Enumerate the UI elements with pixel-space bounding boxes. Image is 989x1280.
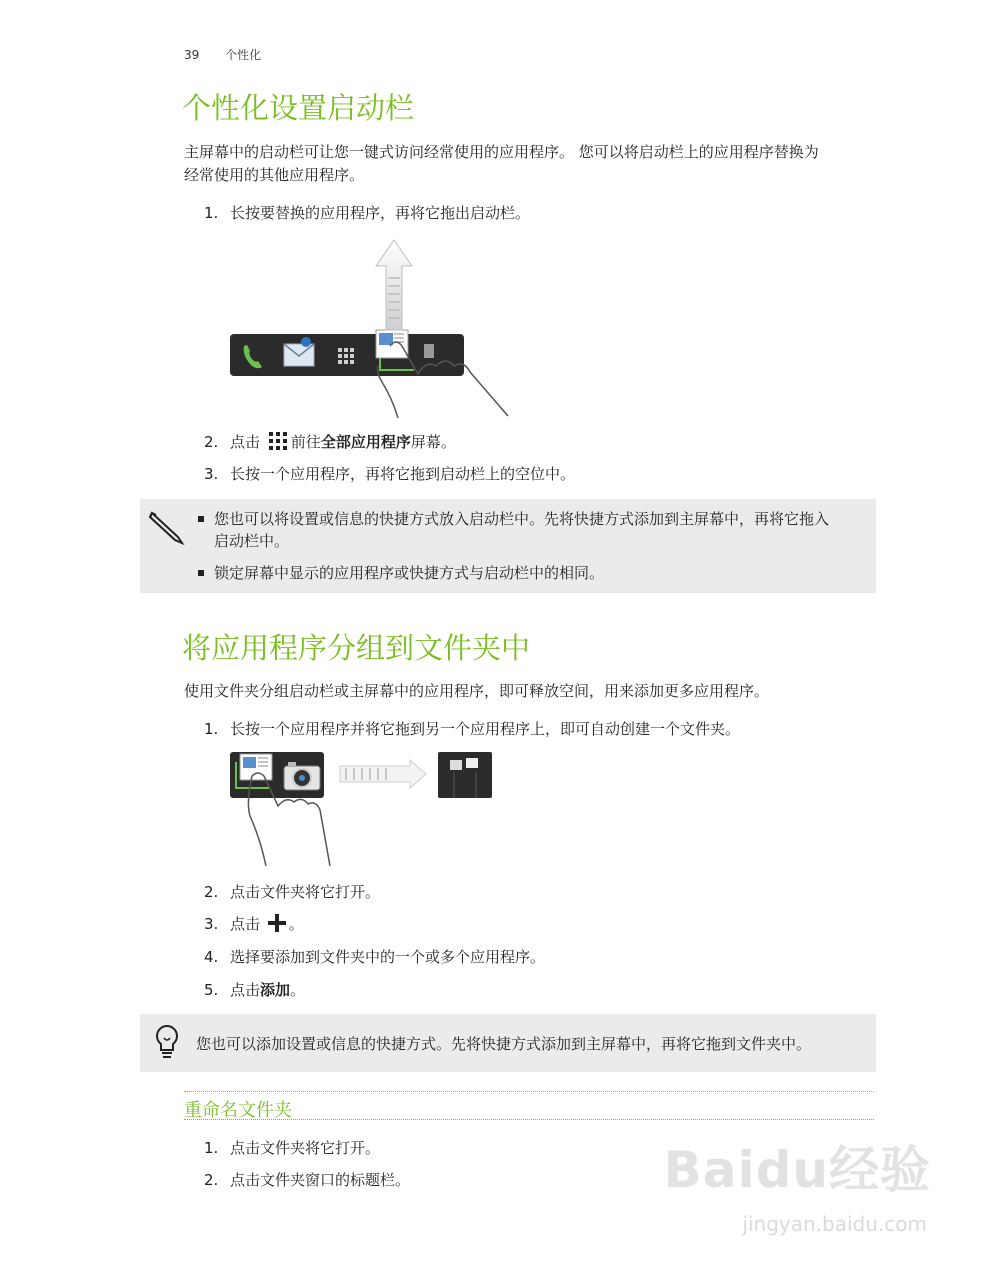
step-number: 3.: [204, 915, 219, 933]
section1-intro: [184, 141, 884, 187]
step-item: [204, 881, 380, 902]
step-item: [204, 463, 575, 484]
note-box: [140, 499, 876, 593]
step-text: 点击: [230, 981, 261, 999]
ui-term-add: 添加: [260, 981, 291, 999]
step-item: [204, 979, 305, 1000]
step-item: [204, 1137, 380, 1158]
camera-icon: [284, 762, 320, 790]
step-number: 2.: [204, 883, 219, 901]
step-text: 。: [290, 981, 306, 999]
step-text: 。: [288, 915, 304, 933]
step-number: 2.: [204, 1171, 219, 1189]
intro-line-1: 主屏幕中的启动栏可让您一键式访问经常使用的应用程序。 您可以将启动栏上的应用程序替换为: [184, 143, 819, 161]
step-text: 点击: [230, 915, 261, 933]
transition-arrow: [340, 760, 426, 788]
note-bullet: [198, 562, 868, 584]
step-item: [204, 431, 456, 452]
lightbulb-tip-icon: [154, 1024, 180, 1060]
section-title-folders: 将应用程序分组到文件夹中: [182, 631, 531, 665]
folder-result: [438, 752, 492, 798]
step-number: 3.: [204, 465, 219, 483]
drag-up-arrow: [376, 240, 412, 330]
all-apps-grid-icon: [269, 432, 287, 450]
step-item: [204, 946, 545, 967]
gallery-icon: [240, 754, 272, 780]
step-number: 4.: [204, 948, 219, 966]
create-folder-illustration: [228, 748, 498, 866]
step-item: [204, 202, 530, 223]
trash-icon: [424, 344, 434, 358]
step-number: 5.: [204, 981, 219, 999]
step-text: 点击文件夹将它打开。: [230, 1139, 381, 1157]
step-text: 前往: [290, 433, 321, 451]
step-text: 点击文件夹窗口的标题栏。: [230, 1171, 411, 1189]
plus-icon: [268, 914, 286, 932]
step-number: 1.: [204, 720, 219, 738]
note-bullet: [198, 508, 868, 552]
step-text: 长按要替换的应用程序，再将它拖出启动栏。: [230, 204, 531, 222]
step-number: 1.: [204, 1139, 219, 1157]
step-text: 选择要添加到文件夹中的一个或多个应用程序。: [230, 948, 546, 966]
step-item: [204, 913, 304, 934]
step-text: 点击: [230, 433, 261, 451]
tip-text: 您也可以添加设置或信息的快捷方式。先将快捷方式添加到主屏幕中，再将它拖到文件夹中。: [196, 1035, 812, 1053]
note-text-line: 您也可以将设置或信息的快捷方式放入启动栏中。先将快捷方式添加到主屏幕中，再将它拖入: [214, 510, 830, 528]
chapter-name: 个性化: [225, 48, 262, 62]
subsection-title-rename-folder: 重命名文件夹: [184, 1100, 292, 1121]
step-text: 屏幕。: [410, 433, 456, 451]
step-number: 2.: [204, 433, 219, 451]
running-header: [184, 46, 261, 63]
section-title-launch-bar: 个性化设置启动栏: [182, 91, 415, 125]
all-apps-grid-icon: [338, 348, 354, 364]
tip-box: [140, 1014, 876, 1072]
divider-bottom: [184, 1119, 874, 1120]
step-item: [204, 1169, 410, 1190]
ui-term-all-apps: 全部应用程序: [320, 433, 411, 451]
step-text: 长按一个应用程序，再将它拖到启动栏上的空位中。: [230, 465, 576, 483]
launch-bar-drag-illustration: [228, 238, 518, 418]
note-text-line: 锁定屏幕中显示的应用程序或快捷方式与启动栏中的相同。: [214, 564, 605, 582]
page-number: 39: [184, 48, 200, 62]
divider-top: [184, 1091, 874, 1092]
step-item: [204, 718, 740, 739]
step-number: 1.: [204, 204, 219, 222]
section2-intro: 使用文件夹分组启动栏或主屏幕中的应用程序，即可释放空间，用来添加更多应用程序。: [184, 682, 770, 700]
pencil-note-icon: [148, 509, 186, 545]
note-text-line: 启动栏中。: [214, 532, 290, 550]
step-text: 长按一个应用程序并将它拖到另一个应用程序上，即可自动创建一个文件夹。: [230, 720, 741, 738]
intro-line-2: 经常使用的其他应用程序。: [184, 166, 365, 184]
watermark-url: jingyan.baidu.com: [742, 1212, 927, 1236]
watermark-logo: Baidu经验: [663, 1141, 931, 1199]
step-text: 点击文件夹将它打开。: [230, 883, 381, 901]
